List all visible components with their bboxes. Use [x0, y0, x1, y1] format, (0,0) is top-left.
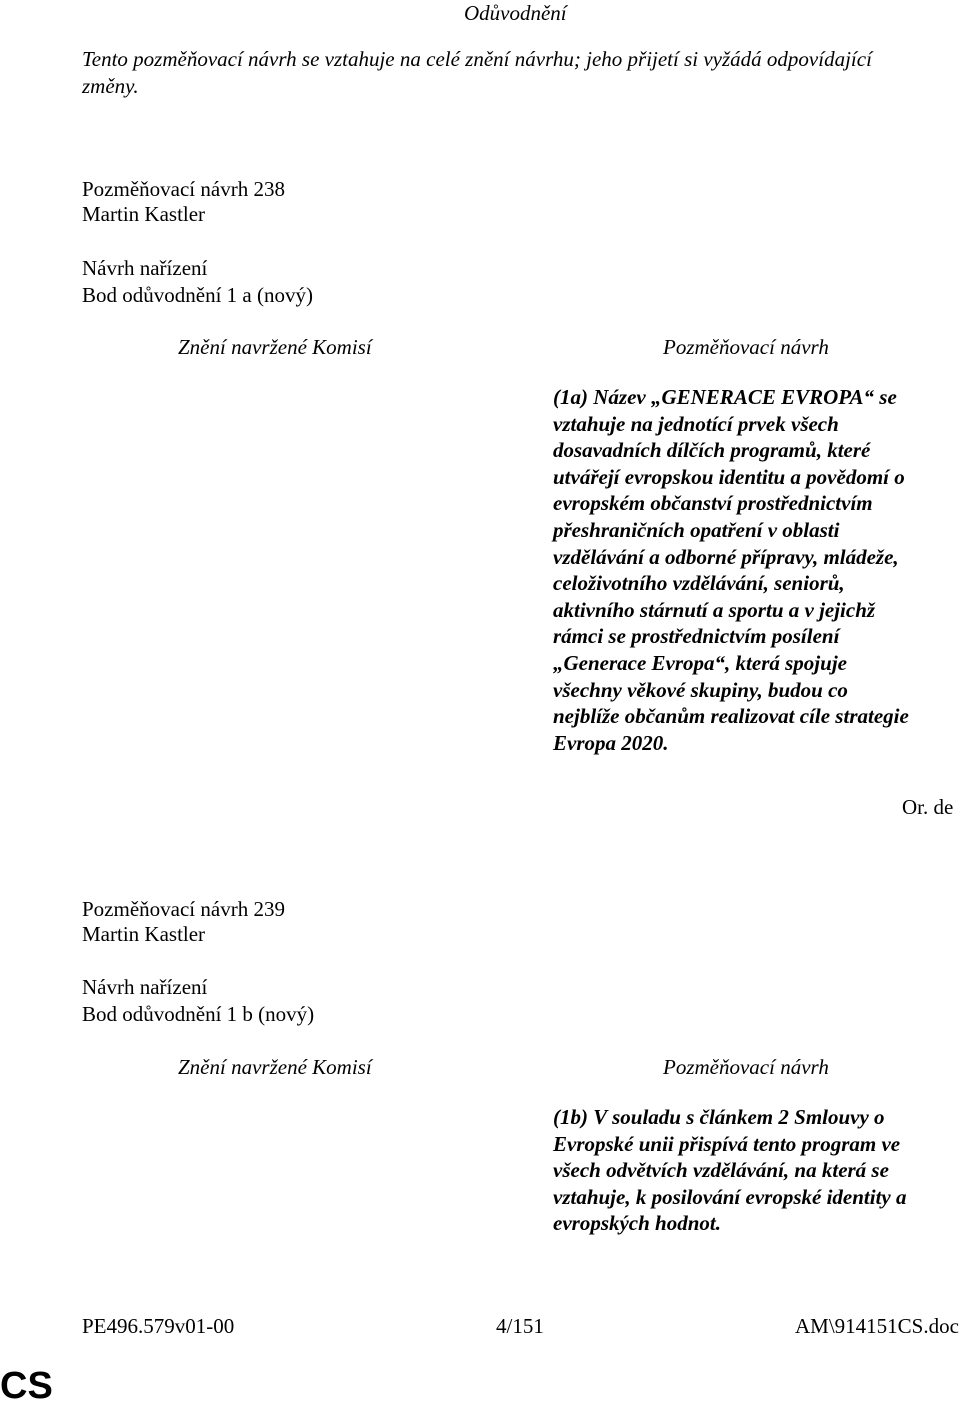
amendment-text-line: (1a) Název „GENERACE EVROPA“ se	[553, 385, 897, 409]
justification-heading: Odůvodnění	[464, 1, 567, 25]
amendment-text-line: vzdělávání a odborné přípravy, mládeže,	[553, 544, 899, 569]
amendment-text-line: vztahuje, k posilování evropské identity a	[553, 1184, 907, 1209]
amendment-238-doc: Návrh nařízení	[82, 256, 208, 280]
amendment-238-position: Bod odůvodnění 1 a (nový)	[82, 283, 313, 307]
amendment-text-line: dosavadních dílčích programů, které	[553, 438, 871, 463]
amendment-text-line: „Generace Evropa“, která spojuje	[553, 650, 847, 675]
amendment-239-number: Pozměňovací návrh 239	[82, 897, 285, 921]
justification-line-2: změny.	[82, 74, 139, 98]
amendment-text-line: evropském občanství prostřednictvím	[553, 491, 873, 516]
amendment-text-line: Evropa 2020.	[553, 730, 669, 755]
amendment-239-text	[553, 1104, 906, 1237]
amendment-text-line: celoživotního vzdělávání, seniorů,	[553, 571, 845, 596]
amendment-text-line: rámci se prostřednictvím posílení	[553, 624, 840, 649]
amendment-text-line: Evropské unii přispívá tento program ve	[553, 1131, 901, 1156]
amendment-238-author: Martin Kastler	[82, 202, 206, 226]
amendment-238-text	[553, 384, 909, 756]
amendment-239-col-left: Znění navržené Komisí	[178, 1055, 372, 1079]
amendment-text-line: (1b) V souladu s článkem 2 Smlouvy o	[553, 1105, 885, 1129]
amendment-text-line: přeshraničních opatření v oblasti	[553, 517, 840, 542]
amendment-text-line: evropských hodnot.	[553, 1211, 721, 1236]
footer-page-number: 4/151	[496, 1314, 544, 1338]
amendment-text-line: aktivního stárnutí a sportu a v jejichž	[553, 597, 876, 622]
footer-doc-ref: PE496.579v01-00	[82, 1314, 235, 1338]
amendment-239-position: Bod odůvodnění 1 b (nový)	[82, 1002, 315, 1026]
amendment-238-number: Pozměňovací návrh 238	[82, 177, 285, 201]
amendment-238-original-language: Or. de	[902, 795, 954, 819]
amendment-239-author: Martin Kastler	[82, 922, 206, 946]
amendment-238-col-right: Pozměňovací návrh	[663, 335, 829, 359]
amendment-text-line: vztahuje na jednotící prvek všech	[553, 411, 839, 436]
amendment-239-col-right: Pozměňovací návrh	[663, 1055, 829, 1079]
amendment-text-line: všechny věkové skupiny, budou co	[553, 677, 848, 702]
footer-language-code: CS	[0, 1365, 53, 1407]
justification-line-1: Tento pozměňovací návrh se vztahuje na celé znění návrhu; jeho přijetí si vyžádá odpovídající	[82, 47, 872, 71]
amendment-text-line: nejblíže občanům realizovat cíle strategie	[553, 704, 909, 729]
amendment-238-col-left: Znění navržené Komisí	[178, 335, 372, 359]
amendment-239-doc: Návrh nařízení	[82, 975, 208, 999]
footer-file-name: AM\914151CS.doc	[795, 1314, 959, 1338]
amendment-text-line: utvářejí evropskou identitu a povědomí o	[553, 464, 905, 489]
amendment-text-line: všech odvětvích vzdělávání, na která se	[553, 1158, 889, 1183]
